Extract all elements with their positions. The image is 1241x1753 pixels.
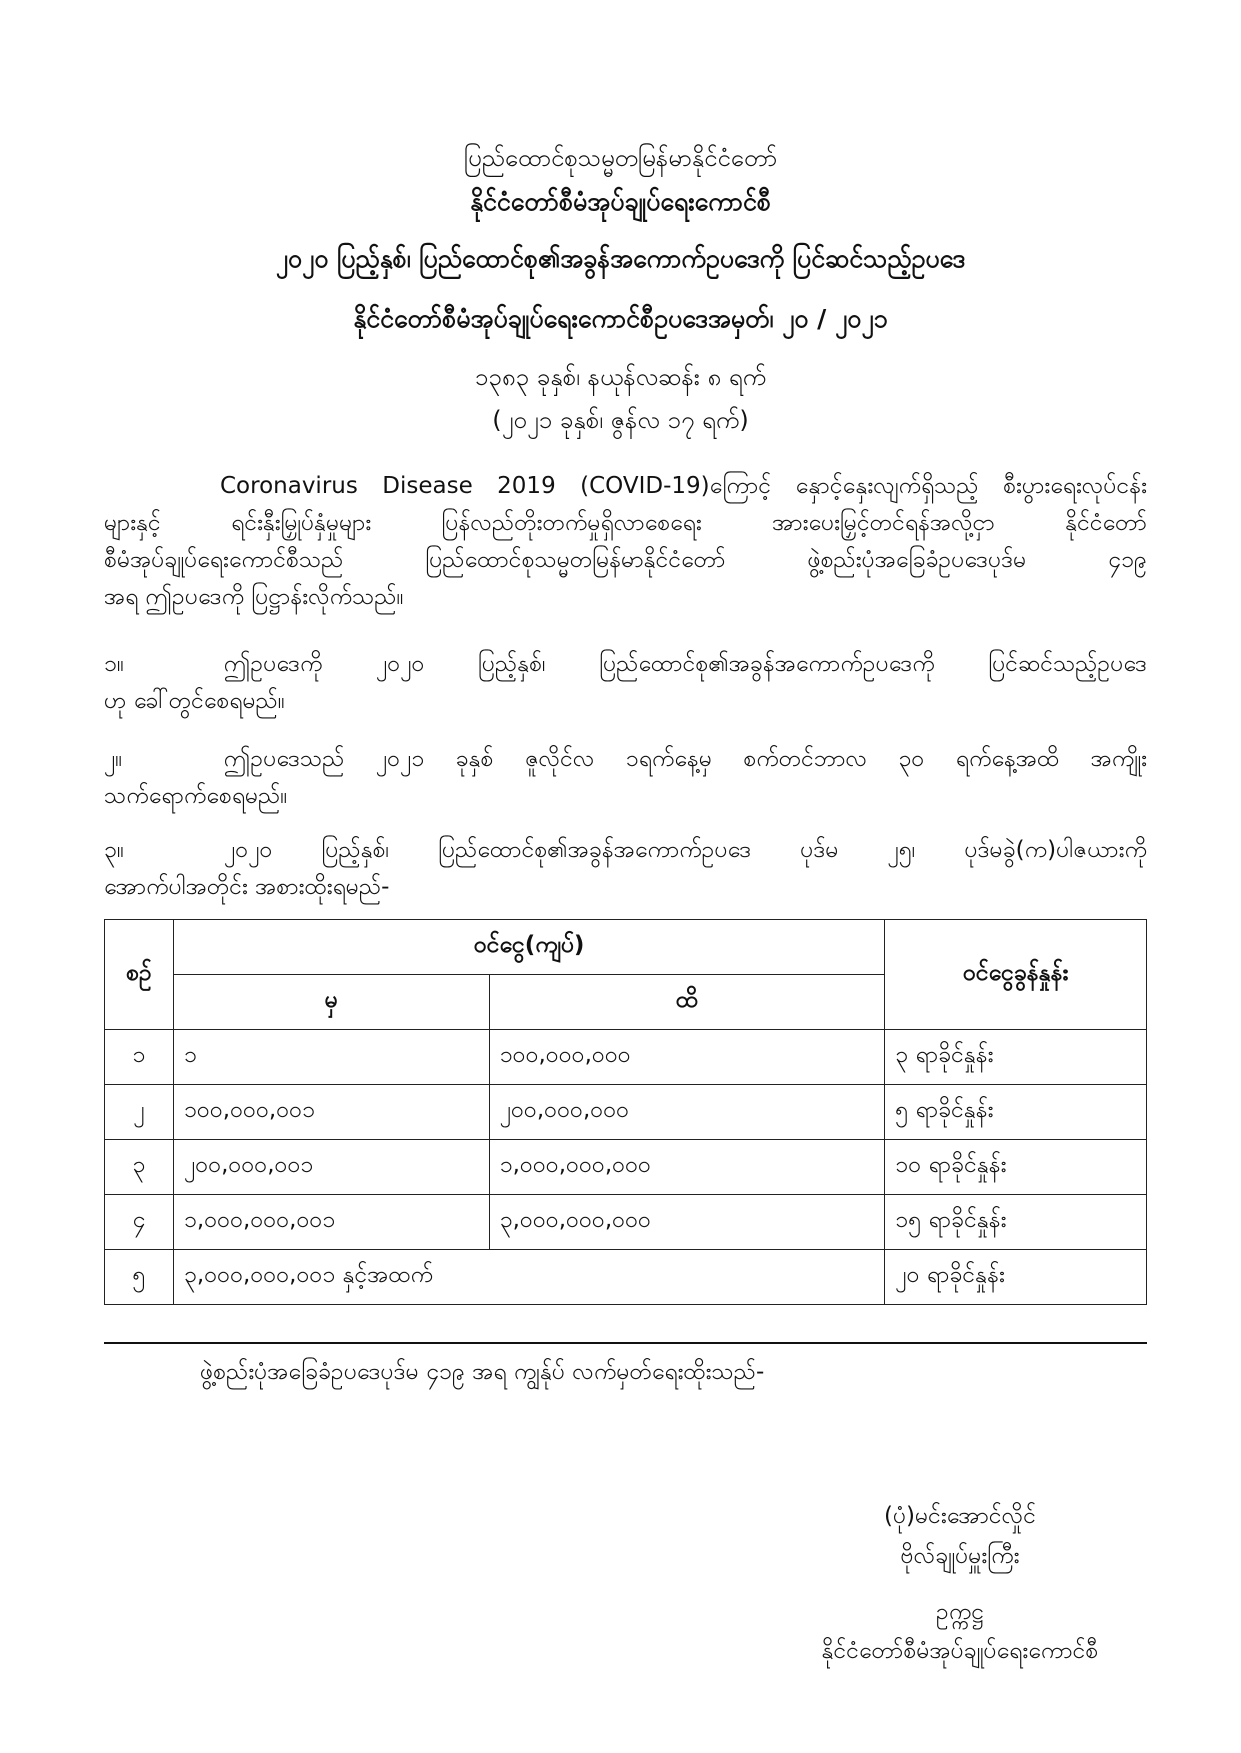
cell-from: ၁ [173, 1030, 489, 1085]
table-header-row [105, 920, 1147, 975]
table-row [105, 1250, 1147, 1305]
clause-text: ဤဥပဒေသည် ၂၀၂၁ ခုနှစ် ဇူလိုင်လ ၁ရက်နေ့မှ စက်တင်ဘာလ ၃၀ ရက်နေ့အထိ အကျိုး [224, 746, 1147, 772]
closing-statement: ဖွဲ့စည်းပုံအခြေခံဥပဒေပုဒ်မ ၄၁၉ အရ ကျွန်ုပ် လက်မှတ်ရေးထိုးသည်- [200, 1359, 765, 1385]
column-header-serial: စဉ် [105, 920, 174, 1030]
column-header-to: ထိ [489, 975, 885, 1030]
council-name: နိုင်ငံတော်စီမံအုပ်ချုပ်ရေးကောင်စီ [470, 187, 771, 216]
gregorian-date: (၂၀၂၁ ခုနှစ်၊ ဇွန်လ ၁၇ ရက်) [492, 406, 749, 434]
clause-1 [104, 646, 1147, 720]
cell-serial: ၃ [105, 1140, 174, 1195]
clause-text: သက်ရောက်စေရမည်။ [104, 783, 288, 809]
intro-line: အရ ဤဥပဒေကို ပြဋ္ဌာန်းလိုက်သည်။ [104, 584, 404, 610]
column-header-income: ဝင်ငွေ(ကျပ်) [173, 920, 884, 975]
column-header-rate: ဝင်ငွေခွန်နှုန်း [885, 920, 1147, 1030]
clause-number: ၁။ [104, 651, 124, 677]
table-row [105, 1140, 1147, 1195]
cell-to: ၁,၀၀၀,၀၀၀,၀၀၀ [489, 1140, 885, 1195]
myanmar-date: ၁၃၈၃ ခုနှစ်၊ နယုန်လဆန်း ၈ ရက် [474, 363, 767, 391]
signatory-name: (ပုံ)မင်းအောင်လှိုင် [883, 1503, 1037, 1529]
cell-to: ၃,၀၀၀,၀၀၀,၀၀၀ [489, 1195, 885, 1250]
horizontal-rule [104, 1342, 1147, 1344]
cell-serial: ၄ [105, 1195, 174, 1250]
cell-serial: ၁ [105, 1030, 174, 1085]
clause-text: ၂၀၂၀ ပြည့်နှစ်၊ ပြည်ထောင်စု၏အခွန်အကောက်ဥပဒေ ပုဒ်မ ၂၅၊ ပုဒ်မခွဲ(က)ပါဇယားကို [224, 837, 1147, 863]
clause-3 [104, 832, 1147, 906]
cell-rate: ၅ ရာခိုင်နှုန်း [885, 1085, 1147, 1140]
cell-to: ၁၀၀,၀၀၀,၀၀၀ [489, 1030, 885, 1085]
cell-from: ၁,၀၀၀,၀၀၀,၀၀၁ [173, 1195, 489, 1250]
cell-to: ၂၀၀,၀၀၀,၀၀၀ [489, 1085, 885, 1140]
intro-line: များနှင့် ရင်းနှီးမြှုပ်နှံမှုများ ပြန်လည်တိုးတက်မှုရှိလာစေရေး အားပေးမြှင့်တင်ရန်အလို့ငှာ နိုင်ငံတော် [104, 510, 1147, 536]
cell-serial: ၂ [105, 1085, 174, 1140]
cell-rate: ၂၀ ရာခိုင်နှုန်း [885, 1250, 1147, 1305]
clause-number: ၂။ [104, 746, 123, 772]
table-row [105, 1030, 1147, 1085]
cell-rate: ၁၅ ရာခိုင်နှုန်း [885, 1195, 1147, 1250]
signatory-title: ဥက္ကဋ္ဌ [936, 1599, 984, 1625]
clause-text: အောက်ပါအတိုင်း အစားထိုးရမည်- [104, 874, 390, 900]
table-row [105, 1195, 1147, 1250]
cell-rate: ၁၀ ရာခိုင်နှုန်း [885, 1140, 1147, 1195]
clause-number: ၃။ [104, 837, 124, 863]
income-tax-rate-table [104, 919, 1147, 1305]
column-header-from: မှ [173, 975, 489, 1030]
cell-rate: ၃ ရာခိုင်နှုန်း [885, 1030, 1147, 1085]
cell-from-and-above: ၃,၀၀၀,၀၀၀,၀၀၁ နှင့်အထက် [173, 1250, 884, 1305]
law-title: ၂၀၂၀ ပြည့်နှစ်၊ ပြည်ထောင်စု၏အခွန်အကောက်ဥပဒေကို ပြင်ဆင်သည့်ဥပဒေ [275, 244, 966, 273]
intro-line: စီမံအုပ်ချုပ်ရေးကောင်စီသည် ပြည်ထောင်စုသမ္မတမြန်မာနိုင်ငံတော် ဖွဲ့စည်းပုံအခြေခံဥပဒေပုဒ်မ ၄၁၉ [104, 547, 1147, 573]
intro-paragraph [104, 468, 1147, 616]
clause-text: ဤဥပဒေကို ၂၀၂၀ ပြည့်နှစ်၊ ပြည်ထောင်စု၏အခွန်အကောက်ဥပဒေကို ပြင်ဆင်သည့်ဥပဒေ [224, 651, 1147, 677]
signatory-rank: ဗိုလ်ချုပ်မှူးကြီး [900, 1543, 1020, 1569]
table-row [105, 1085, 1147, 1140]
clause-2 [104, 741, 1147, 815]
law-number: နိုင်ငံတော်စီမံအုပ်ချုပ်ရေးကောင်စီဥပဒေအမှတ်၊ ၂၀ / ၂၀၂၁ [353, 304, 888, 333]
cell-serial: ၅ [105, 1250, 174, 1305]
signatory-organization: နိုင်ငံတော်စီမံအုပ်ချုပ်ရေးကောင်စီ [821, 1638, 1099, 1664]
cell-from: ၁၀၀,၀၀၀,၀၀၁ [173, 1085, 489, 1140]
clause-text: ဟု ခေါ်တွင်စေရမည်။ [104, 688, 285, 714]
intro-line: Coronavirus Disease 2019 (COVID-19)ကြောင့် နှောင့်နှေးလျက်ရှိသည့် စီးပွားရေးလုပ်ငန်း [220, 473, 1147, 499]
cell-from: ၂၀၀,၀၀၀,၀၀၁ [173, 1140, 489, 1195]
country-name: ပြည်ထောင်စုသမ္မတမြန်မာနိုင်ငံတော် [463, 144, 778, 172]
